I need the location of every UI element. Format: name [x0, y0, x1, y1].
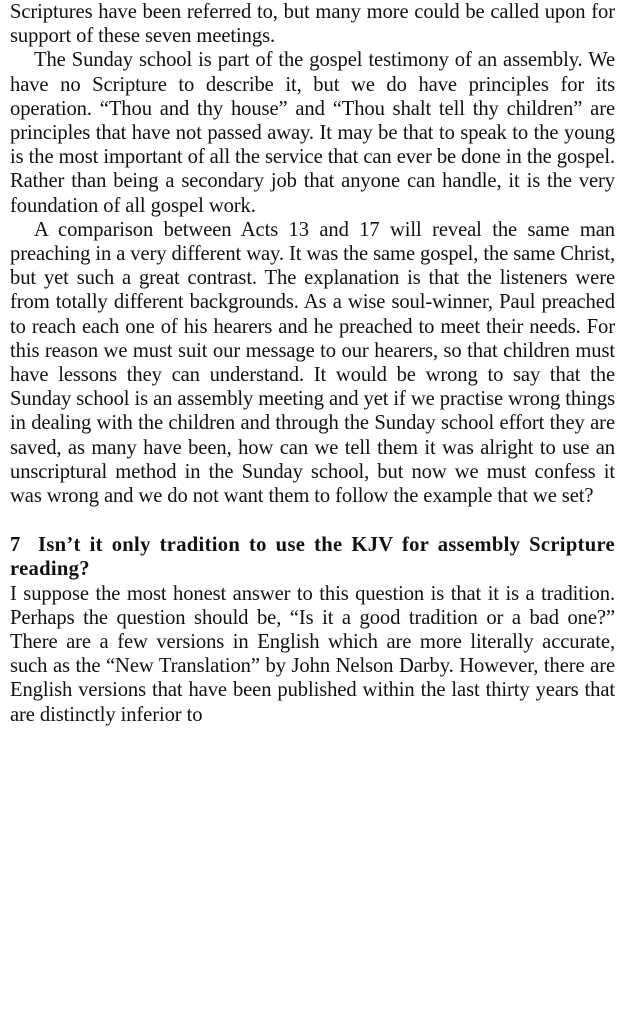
paragraph-continuation: Scriptures have been referred to, but many more could be called upon for support of these seven meetings. — [10, 1, 615, 48]
question-number: 7 — [10, 534, 21, 557]
question-title: Isn’t it only tradition to use the KJV for assembly Scripture reading? — [10, 534, 615, 581]
paragraph-kjv-answer: I suppose the most honest answer to this question is that it is a tradition. Perhaps the question should be, “Is it a good tradition or a bad one?” There are a few versions in English which are more literally accurate, such as the “New Translation” by John Nelson Darby. However, there are English versions that have been published within the last thirty years that are distinctly inferior to — [10, 582, 615, 726]
paragraph-sunday-school: The Sunday school is part of the gospel testimony of an assembly. We have no Scripture to describe it, but we do have principles for its operation. “Thou and thy house” and “Thou shalt tell thy children” are principles that have not passed away. It may be that to speak to the young is the most important of all the service that can ever be done in the gospel. Rather than being a secondary job that anyone can handle, it is the very foundation of all gospel work. — [10, 49, 615, 217]
question-heading — [10, 533, 615, 581]
section-spacer — [10, 508, 615, 533]
paragraph-acts-comparison: A comparison between Acts 13 and 17 will reveal the same man preaching in a very different way. It was the same gospel, the same Christ, but yet such a great contrast. The explanation is that the listeners were from totally different backgrounds. As a wise soul-winner, Paul preached to reach each one of his hearers and he preached to meet their needs. For this reason we must suit our message to our hearers, so that children must have lessons they can understand. It would be wrong to say that the Sunday school is an assembly meeting and yet if we practise wrong things in dealing with the children and through the Sunday school effort they are saved, as many have been, how can we tell them it was alright to use an unscriptural method in the Sunday school, but now we must confess it was wrong and we do not want them to follow the example that we set? — [10, 218, 615, 508]
document-page — [10, 0, 615, 727]
